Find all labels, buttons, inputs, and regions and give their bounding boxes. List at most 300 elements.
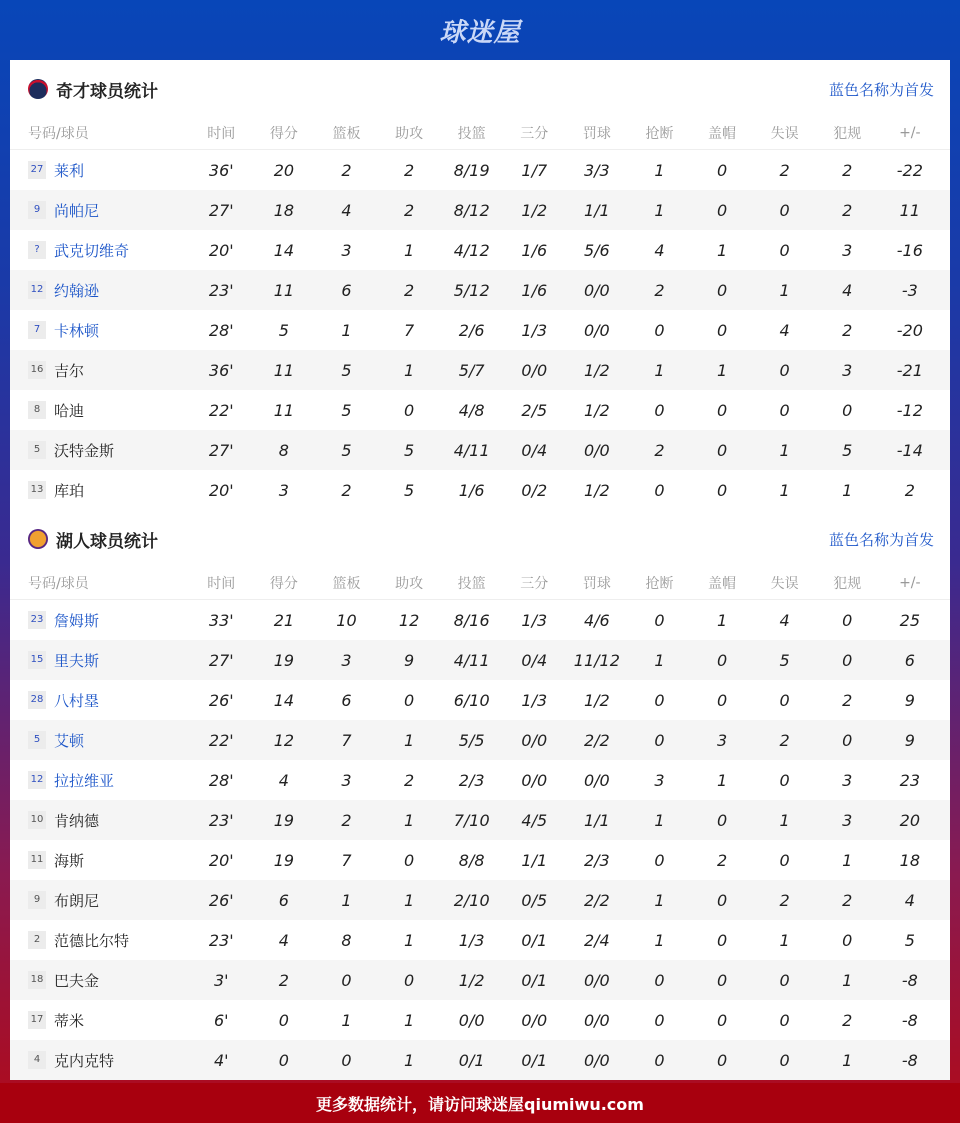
player-name-link[interactable]: 拉拉维亚 (54, 771, 115, 790)
player-row[interactable] (10, 960, 950, 1000)
jersey-number-badge: ? (28, 241, 46, 259)
jersey-number-badge: 23 (28, 611, 46, 629)
stat-cell: 1/2 (583, 690, 610, 710)
site-logo[interactable]: 球迷屋 (439, 17, 521, 48)
stat-cell: 25 (899, 610, 920, 630)
stat-cell: 0 (716, 690, 728, 710)
stat-cell: 2 (403, 200, 415, 220)
column-header[interactable]: 罚球 (582, 575, 611, 592)
stat-cell: 20' (208, 480, 234, 500)
jersey-number-badge: 11 (28, 851, 46, 869)
stat-cell: 4 (779, 320, 790, 340)
stat-cell: 36' (208, 360, 234, 380)
player-cell (10, 610, 190, 631)
player-row[interactable] (10, 230, 950, 270)
stat-cell: 2 (341, 810, 352, 830)
stat-cell: 23' (208, 930, 234, 950)
column-header[interactable]: 得分 (269, 125, 298, 142)
player-cell (10, 1010, 190, 1031)
player-name-link[interactable]: 吉尔 (54, 361, 85, 380)
stat-cell: 4 (904, 890, 915, 910)
stat-cell: 1 (654, 930, 665, 950)
stat-cell: 0/1 (521, 970, 548, 990)
stat-cell: 0 (403, 850, 415, 870)
player-row[interactable] (10, 880, 950, 920)
stat-cell: 1 (716, 770, 728, 790)
stat-cell: 1/3 (521, 320, 548, 340)
starter-legend-note: 蓝色名称为首发 (828, 530, 934, 549)
stat-cell: 0/1 (458, 1050, 485, 1070)
column-header[interactable]: 号码/球员 (28, 575, 89, 592)
player-row[interactable] (10, 350, 950, 390)
player-cell (10, 160, 190, 181)
stat-cell: 1 (403, 730, 415, 750)
stat-cell: 1 (654, 360, 665, 380)
table-header-row (10, 116, 950, 150)
stat-cell: 4 (654, 240, 665, 260)
column-header[interactable]: 时间 (207, 125, 236, 142)
stat-cell: 3 (278, 480, 289, 500)
player-name-link[interactable]: 约翰逊 (54, 281, 100, 300)
stat-cell: 12 (273, 730, 295, 750)
stat-cell: -12 (896, 400, 923, 420)
jersey-number-badge: 13 (28, 481, 46, 499)
stat-cell: 1 (341, 1010, 352, 1030)
stat-cell: 0 (716, 200, 728, 220)
stat-cell: 3 (341, 650, 352, 670)
stat-cell: 2 (842, 690, 853, 710)
column-header[interactable]: +/- (899, 124, 921, 141)
stat-cell: 5/12 (453, 280, 490, 300)
player-name-link[interactable]: 布朗尼 (54, 891, 100, 910)
stat-cell: 1/2 (583, 360, 610, 380)
stat-cell: 2 (403, 160, 415, 180)
stat-cell: 5/5 (458, 730, 485, 750)
stat-cell: 0/0 (583, 320, 610, 340)
stat-cell: 1/2 (583, 400, 610, 420)
stat-cell: 11 (273, 280, 295, 300)
player-row[interactable] (10, 600, 950, 640)
column-header[interactable]: 助攻 (395, 125, 424, 142)
stat-cell: 4/12 (453, 240, 490, 260)
stat-cell: 18 (273, 200, 295, 220)
stat-cell: 0 (842, 610, 853, 630)
stat-cell: 2 (779, 730, 790, 750)
stat-cell: 3 (842, 810, 853, 830)
stat-cell: 2 (904, 480, 915, 500)
stat-cell: 2/5 (521, 400, 548, 420)
stat-cell: 0 (654, 610, 665, 630)
stat-cell: 0 (716, 810, 728, 830)
player-name-link[interactable]: 蒂米 (54, 1011, 85, 1030)
stat-cell: 11 (273, 360, 295, 380)
stat-cell: 1/3 (521, 610, 548, 630)
player-name-link[interactable]: 哈迪 (54, 401, 85, 420)
player-cell (10, 650, 190, 671)
stat-cell: 0 (842, 650, 853, 670)
stat-cell: 5/6 (583, 240, 610, 260)
stat-cell: 5 (341, 400, 352, 420)
player-row[interactable] (10, 310, 950, 350)
stat-cell: 1 (403, 890, 415, 910)
stat-cell: 0/0 (521, 730, 548, 750)
stat-cell: 1 (341, 890, 352, 910)
player-name-link[interactable]: 肯纳德 (54, 811, 100, 830)
column-header[interactable]: 三分 (520, 125, 549, 142)
stat-cell: 2/2 (583, 730, 610, 750)
player-name-link[interactable]: 八村塁 (54, 691, 100, 710)
stat-cell: 0 (716, 650, 728, 670)
stat-cell: 0/0 (583, 440, 610, 460)
section-title: 湖人球员统计 (56, 531, 158, 552)
stat-cell: 0 (716, 320, 728, 340)
player-row[interactable] (10, 150, 950, 190)
stat-cell: 1 (654, 650, 665, 670)
stat-cell: 28' (208, 770, 234, 790)
jersey-number-badge: 18 (28, 971, 46, 989)
stat-cell: 0/0 (521, 770, 548, 790)
stat-cell: 0 (779, 770, 790, 790)
column-header[interactable]: 犯规 (833, 125, 862, 142)
stat-cell: 2 (716, 850, 728, 870)
stat-cell: 6 (278, 890, 289, 910)
stat-cell: 1 (842, 850, 853, 870)
stat-cell: 2 (278, 970, 289, 990)
stat-cell: 8/16 (453, 610, 490, 630)
stat-cell: 0 (842, 400, 853, 420)
player-row[interactable] (10, 640, 950, 680)
player-name-link[interactable]: 卡林顿 (54, 321, 100, 340)
wizards-logo-icon (28, 79, 48, 99)
stat-cell: 20 (899, 810, 920, 830)
stat-cell: 11 (273, 400, 295, 420)
player-cell (10, 850, 190, 871)
stat-cell: 1 (403, 240, 415, 260)
section-title: 奇才球员统计 (56, 81, 158, 102)
column-header[interactable]: 得分 (269, 575, 298, 592)
stat-cell: 2 (779, 890, 790, 910)
player-row[interactable] (10, 840, 950, 880)
stat-cell: 0 (779, 690, 790, 710)
stat-cell: 23' (208, 810, 234, 830)
column-header[interactable]: 罚球 (582, 125, 611, 142)
stat-cell: 22' (208, 730, 234, 750)
stat-cell: 2/3 (458, 770, 485, 790)
stat-cell: 6 (341, 280, 352, 300)
player-name-link[interactable]: 库珀 (54, 481, 85, 500)
column-header[interactable]: 三分 (520, 575, 549, 592)
stat-cell: 0 (654, 1050, 665, 1070)
stat-cell: 4 (278, 770, 289, 790)
stat-cell: 27' (208, 650, 234, 670)
column-header[interactable]: 抢断 (645, 125, 674, 142)
player-name-link[interactable]: 里夫斯 (54, 651, 100, 670)
stat-cell: 0 (716, 1010, 728, 1030)
stat-cell: 0 (654, 970, 665, 990)
stat-cell: 2 (403, 280, 415, 300)
stat-cell: 0 (341, 970, 352, 990)
stat-cell: 11/12 (573, 650, 620, 670)
stat-cell: 9 (403, 650, 415, 670)
player-name-link[interactable]: 巴夫金 (54, 971, 100, 990)
player-cell (10, 200, 190, 221)
stat-cell: 0/5 (521, 890, 548, 910)
player-cell (10, 320, 190, 341)
column-header[interactable]: 盖帽 (708, 125, 737, 142)
stat-cell: 18 (899, 850, 920, 870)
player-row[interactable] (10, 270, 950, 310)
stat-cell: 3/3 (583, 160, 610, 180)
stat-cell: 2/4 (583, 930, 610, 950)
player-name-link[interactable]: 海斯 (54, 851, 85, 870)
stat-cell: 1 (716, 240, 728, 260)
player-name-link[interactable]: 詹姆斯 (54, 611, 100, 630)
player-cell (10, 1050, 190, 1071)
stat-cell: 5 (341, 440, 352, 460)
stat-cell: 0/4 (521, 650, 548, 670)
stat-cell: 0 (654, 850, 665, 870)
stat-cell: 1/6 (521, 280, 548, 300)
player-cell (10, 730, 190, 751)
jersey-number-badge: 12 (28, 771, 46, 789)
stat-cell: 5 (904, 930, 915, 950)
stat-cell: 0 (654, 400, 665, 420)
jersey-number-badge: 9 (28, 891, 46, 909)
stat-cell: 1/1 (521, 850, 548, 870)
player-row[interactable] (10, 470, 950, 510)
stat-cell: 2/6 (458, 320, 485, 340)
stat-cell: -22 (896, 160, 923, 180)
jersey-number-badge: 28 (28, 691, 46, 709)
player-row[interactable] (10, 720, 950, 760)
stat-cell: 5 (779, 650, 790, 670)
stat-cell: 0 (716, 970, 728, 990)
stat-cell: 1/3 (521, 690, 548, 710)
stat-cell: 5 (278, 320, 289, 340)
player-cell (10, 890, 190, 911)
stat-cell: 0 (842, 730, 853, 750)
stat-cell: 5 (403, 480, 415, 500)
stat-cell: 19 (273, 650, 295, 670)
player-row[interactable] (10, 190, 950, 230)
stat-cell: 0/0 (583, 770, 610, 790)
team-section (10, 510, 950, 1080)
column-header[interactable]: 助攻 (395, 575, 424, 592)
player-row[interactable] (10, 390, 950, 430)
stat-cell: 0 (654, 480, 665, 500)
header (0, 0, 960, 60)
stat-cell: 0/0 (458, 1010, 485, 1030)
stat-cell: 0/0 (521, 360, 548, 380)
player-name-link[interactable]: 莱利 (54, 161, 85, 180)
player-row[interactable] (10, 760, 950, 800)
player-row[interactable] (10, 680, 950, 720)
stat-cell: 1 (842, 480, 853, 500)
player-name-link[interactable]: 武克切维奇 (54, 241, 130, 260)
stat-cell: 26' (208, 690, 234, 710)
player-name-link[interactable]: 克内克特 (54, 1051, 115, 1070)
stat-cell: 22' (208, 400, 234, 420)
stat-cell: 0 (716, 890, 728, 910)
player-row[interactable] (10, 1040, 950, 1080)
stat-cell: 1 (779, 480, 790, 500)
jersey-number-badge: 7 (28, 321, 46, 339)
column-header[interactable]: 失误 (770, 125, 799, 142)
stat-cell: 0 (716, 1050, 728, 1070)
stat-cell: 14 (273, 690, 295, 710)
stat-cell: 0 (716, 480, 728, 500)
stat-cell: 9 (904, 690, 915, 710)
stat-cell: 7/10 (453, 810, 490, 830)
jersey-number-badge: 5 (28, 441, 46, 459)
stat-cell: 0 (403, 400, 415, 420)
stat-cell: 0 (403, 690, 415, 710)
stat-cell: 1/1 (583, 200, 610, 220)
jersey-number-badge: 16 (28, 361, 46, 379)
stat-cell: 1 (654, 810, 665, 830)
stat-cell: 6' (214, 1010, 229, 1030)
stat-cell: 0 (654, 730, 665, 750)
stat-cell: 11 (899, 200, 920, 220)
stat-cell: 1/2 (583, 480, 610, 500)
player-name-link[interactable]: 尚帕尼 (54, 201, 100, 220)
stat-cell: 1 (654, 890, 665, 910)
stat-cell: 8/19 (453, 160, 490, 180)
stat-cell: 23 (899, 770, 920, 790)
stat-cell: 0 (779, 1050, 790, 1070)
jersey-number-badge: 4 (28, 1051, 46, 1069)
stat-cell: 0 (716, 160, 728, 180)
stat-cell: 20' (208, 240, 234, 260)
stat-cell: 20' (208, 850, 234, 870)
stat-cell: 0 (278, 1010, 289, 1030)
stat-cell: 0 (779, 240, 790, 260)
stat-cell: 0/1 (521, 1050, 548, 1070)
player-cell (10, 690, 190, 711)
player-row[interactable] (10, 800, 950, 840)
stat-cell: 0 (779, 1010, 790, 1030)
stat-cell: 1 (654, 200, 665, 220)
jersey-number-badge: 2 (28, 931, 46, 949)
stat-cell: 21 (273, 610, 295, 630)
stat-cell: 0/0 (521, 1010, 548, 1030)
stat-cell: -8 (901, 970, 918, 990)
stat-cell: 2/10 (453, 890, 490, 910)
stat-cell: 0/0 (583, 1010, 610, 1030)
stat-cell: 1/6 (521, 240, 548, 260)
stat-cell: 3' (214, 970, 229, 990)
column-header[interactable]: +/- (899, 574, 921, 591)
stat-cell: 3 (654, 770, 665, 790)
stat-cell: 0/0 (583, 280, 610, 300)
jersey-number-badge: 12 (28, 281, 46, 299)
stat-cell: 0 (654, 1010, 665, 1030)
stat-cell: 2/3 (583, 850, 610, 870)
player-row[interactable] (10, 430, 950, 470)
stat-cell: 2 (341, 160, 352, 180)
player-row[interactable] (10, 1000, 950, 1040)
player-name-link[interactable]: 沃特金斯 (54, 441, 115, 460)
stat-cell: 2 (654, 440, 665, 460)
stat-cell: 1 (403, 810, 415, 830)
column-header[interactable]: 篮板 (332, 575, 361, 592)
stat-cell: 0 (278, 1050, 289, 1070)
column-header[interactable]: 篮板 (332, 125, 361, 142)
stat-cell: -14 (896, 440, 923, 460)
player-cell (10, 930, 190, 951)
stat-cell: 1 (403, 930, 415, 950)
column-header[interactable]: 号码/球员 (28, 125, 89, 142)
stat-cell: 8/12 (453, 200, 490, 220)
stat-cell: 0 (716, 400, 728, 420)
jersey-number-badge: 15 (28, 651, 46, 669)
table-header-row (10, 566, 950, 600)
stat-cell: 1 (716, 610, 728, 630)
column-header[interactable]: 盖帽 (708, 575, 737, 592)
stat-cell: 1/7 (521, 160, 548, 180)
stat-cell: 1/6 (458, 480, 485, 500)
stat-cell: 2 (779, 160, 790, 180)
stat-cell: 4 (779, 610, 790, 630)
stat-cell: -8 (901, 1010, 918, 1030)
stat-cell: 4 (278, 930, 289, 950)
stat-cell: 0/0 (583, 1050, 610, 1070)
stat-cell: 7 (341, 730, 352, 750)
stat-cell: 2 (842, 160, 853, 180)
stat-cell: 6 (341, 690, 352, 710)
stat-cell: 3 (842, 240, 853, 260)
stat-cell: 0/1 (521, 930, 548, 950)
stat-cell: 4/11 (453, 440, 490, 460)
column-header[interactable]: 抢断 (645, 575, 674, 592)
stat-cell: 1 (403, 360, 415, 380)
column-header[interactable]: 失误 (770, 575, 799, 592)
stat-cell: 6 (904, 650, 915, 670)
column-header[interactable]: 时间 (207, 575, 236, 592)
stat-cell: 1 (716, 360, 728, 380)
stat-cell: 0 (779, 200, 790, 220)
player-row[interactable] (10, 920, 950, 960)
stat-cell: 1 (403, 1050, 415, 1070)
stat-cell: 1/3 (458, 930, 485, 950)
player-name-link[interactable]: 艾顿 (54, 731, 85, 750)
stat-cell: 6/10 (453, 690, 490, 710)
player-cell (10, 480, 190, 501)
stat-cell: 2 (654, 280, 665, 300)
stat-cell: 0 (779, 360, 790, 380)
player-cell (10, 280, 190, 301)
column-header[interactable]: 犯规 (833, 575, 862, 592)
stat-cell: 0 (341, 1050, 352, 1070)
stat-cell: 20 (273, 160, 295, 180)
stat-cell: 0 (716, 440, 728, 460)
player-name-link[interactable]: 范德比尔特 (54, 931, 130, 950)
stat-cell: 1 (779, 810, 790, 830)
stat-cell: 0/0 (583, 970, 610, 990)
stat-cell: 0/4 (521, 440, 548, 460)
stat-cell: 8 (341, 930, 352, 950)
column-header[interactable]: 投篮 (457, 575, 486, 592)
stat-cell: 0 (716, 280, 728, 300)
stat-cell: 4' (214, 1050, 229, 1070)
column-header[interactable]: 投篮 (457, 125, 486, 142)
stat-cell: 1 (842, 1050, 853, 1070)
footer-banner[interactable]: 更多数据统计，请访问球迷屋qiumiwu.com (0, 1083, 960, 1123)
stat-cell: 3 (842, 770, 853, 790)
section-header (10, 510, 950, 568)
stat-cell: 4 (341, 200, 352, 220)
stats-card (10, 60, 950, 1080)
